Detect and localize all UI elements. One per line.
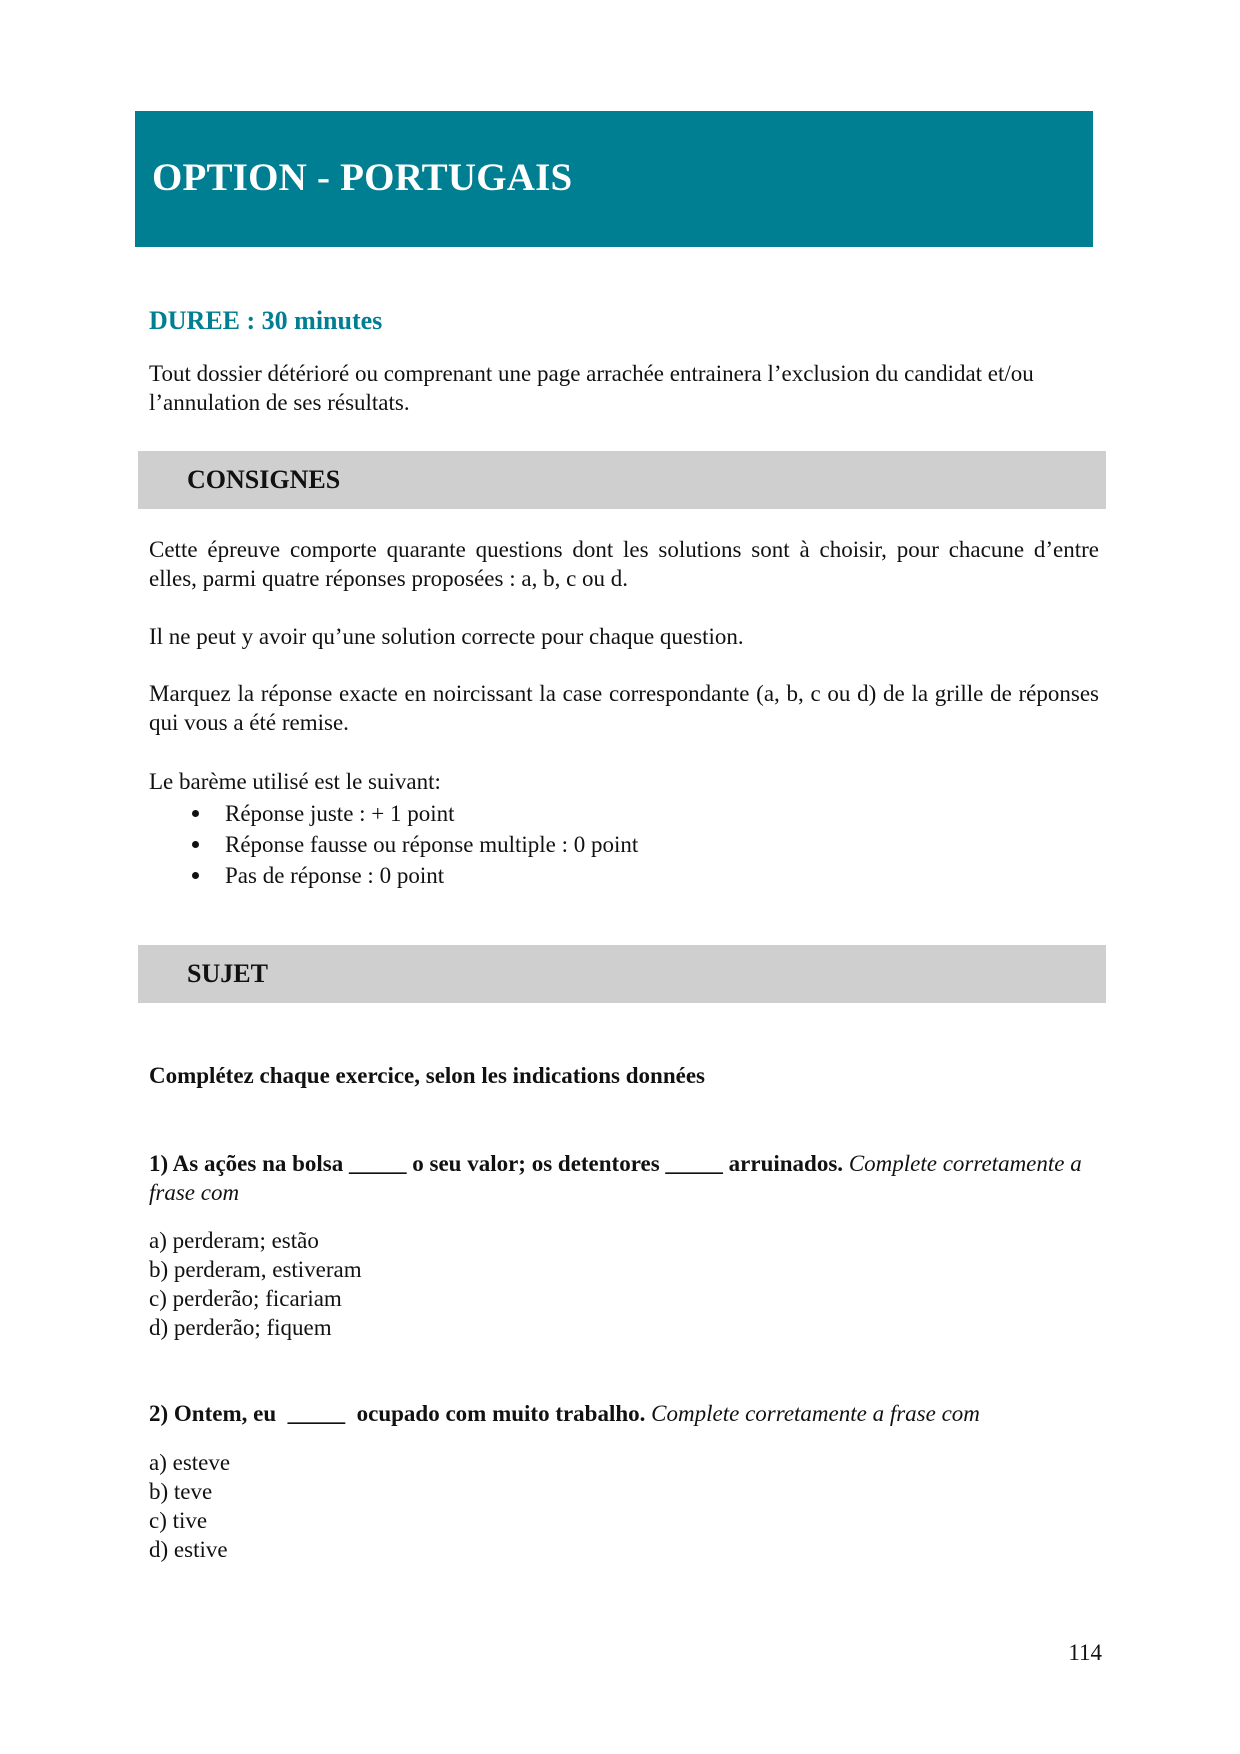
page-number: 114 xyxy=(1068,1640,1102,1665)
question-1-text xyxy=(149,1149,1099,1207)
answer-option: b) teve xyxy=(149,1479,213,1504)
scoring-item xyxy=(149,829,638,860)
question-2-text xyxy=(149,1399,1099,1428)
answer-option: d) estive xyxy=(149,1537,228,1562)
scoring-item-text: Réponse juste : + 1 point xyxy=(225,801,455,826)
bullet-icon xyxy=(192,872,199,879)
question-1-options xyxy=(149,1226,362,1342)
warning-text: Tout dossier détérioré ou comprenant une page arrachée entrainera l’exclusion du candidat et/ou l’annulation de ses résultats. xyxy=(149,361,1034,415)
sujet-instruction: Complétez chaque exercice, selon les indications données xyxy=(149,1063,705,1088)
answer-option: c) tive xyxy=(149,1508,208,1533)
consignes-bar xyxy=(138,451,1106,509)
question-1-prompt: 1) As ações na bolsa _____ o seu valor; os detentores _____ arruinados. xyxy=(149,1151,844,1176)
sujet-bar xyxy=(138,945,1106,1003)
scoring-item-text: Réponse fausse ou réponse multiple : 0 point xyxy=(225,832,639,857)
title-banner xyxy=(135,111,1093,247)
answer-option: b) perderam, estiveram xyxy=(149,1257,362,1282)
consignes-paragraph: Il ne peut y avoir qu’une solution correcte pour chaque question. xyxy=(149,624,744,649)
bullet-icon xyxy=(192,810,199,817)
consignes-paragraph: Marquez la réponse exacte en noircissant la case correspondante (a, b, c ou d) de la grille de réponses qui vous a été remise. xyxy=(149,681,1099,735)
question-2-options xyxy=(149,1448,230,1564)
consignes-paragraph: Le barème utilisé est le suivant: xyxy=(149,769,441,794)
answer-option: a) esteve xyxy=(149,1450,231,1475)
answer-option: a) perderam; estão xyxy=(149,1228,319,1253)
bullet-icon xyxy=(192,841,199,848)
question-2-prompt: 2) Ontem, eu _____ ocupado com muito trabalho. xyxy=(149,1401,646,1426)
answer-option: d) perderão; fiquem xyxy=(149,1315,332,1340)
scoring-item-text: Pas de réponse : 0 point xyxy=(225,863,445,888)
sujet-heading: SUJET xyxy=(187,959,268,988)
scoring-item xyxy=(149,860,638,891)
scoring-list xyxy=(149,798,638,891)
question-2-instruction: Complete corretamente a frase com xyxy=(651,1401,980,1426)
page-title: OPTION - PORTUGAIS xyxy=(152,156,573,199)
consignes-heading: CONSIGNES xyxy=(187,465,341,494)
answer-option: c) perderão; ficariam xyxy=(149,1286,342,1311)
exam-duration: DUREE : 30 minutes xyxy=(149,306,383,335)
scoring-item xyxy=(149,798,638,829)
consignes-paragraph: Cette épreuve comporte quarante questions dont les solutions sont à choisir, pour chacune d’entre elles, parmi quatre réponses proposées : a, b, c ou d. xyxy=(149,537,1099,591)
question-1-instruction: Complete corretamente a frase com xyxy=(149,1151,1082,1205)
